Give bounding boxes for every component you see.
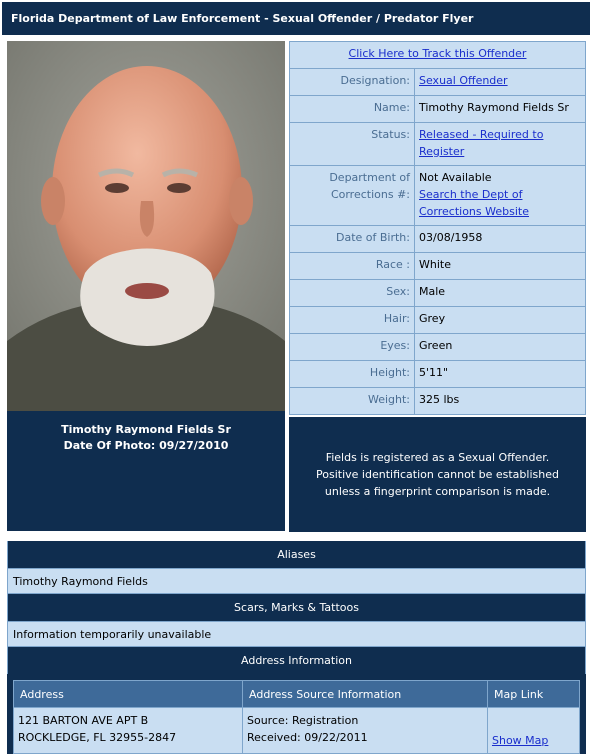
doc-search-link[interactable]: Search the Dept of Corrections Website	[419, 188, 529, 218]
hair-value: Grey	[415, 307, 586, 334]
photo-caption	[7, 411, 285, 531]
designation-label: Designation:	[290, 69, 415, 96]
photo-offender-name: Timothy Raymond Fields Sr	[61, 423, 231, 436]
name-label: Name:	[290, 96, 415, 123]
name-value: Timothy Raymond Fields Sr	[415, 96, 586, 123]
weight-value: 325 lbs	[415, 388, 586, 415]
dob-label: Date of Birth:	[290, 226, 415, 253]
doc-value: Not Available	[419, 171, 492, 184]
address-source: Source: Registration	[247, 714, 359, 727]
additional-info-section	[7, 541, 586, 754]
aliases-heading	[7, 541, 586, 568]
address-source-column-header: Address Source Information	[243, 681, 488, 708]
height-value: 5'11"	[415, 361, 586, 388]
address-received: Received: 09/22/2011	[247, 731, 368, 744]
aliases-row	[7, 568, 586, 594]
scars-row	[7, 621, 586, 647]
scars-value: Information temporarily unavailable	[13, 627, 212, 641]
address-table-wrapper	[7, 674, 586, 754]
scars-heading-text: Scars, Marks & Tattoos	[234, 601, 359, 614]
height-label: Height:	[290, 361, 415, 388]
sex-value: Male	[415, 280, 586, 307]
dob-value: 03/08/1958	[415, 226, 586, 253]
eyes-label: Eyes:	[290, 334, 415, 361]
status-label: Status:	[290, 123, 415, 166]
aliases-heading-text: Aliases	[277, 548, 316, 561]
offender-details-table	[289, 41, 586, 415]
address-heading	[7, 647, 586, 674]
status-link[interactable]: Released - Required to Register	[419, 128, 544, 158]
address-table	[13, 680, 580, 754]
weight-label: Weight:	[290, 388, 415, 415]
sex-label: Sex:	[290, 280, 415, 307]
address-line-1: 121 BARTON AVE APT B	[18, 714, 149, 727]
photo-date: Date Of Photo: 09/27/2010	[63, 439, 229, 452]
hair-label: Hair:	[290, 307, 415, 334]
aliases-value: Timothy Raymond Fields	[13, 574, 148, 588]
notice-line-1: Fields is registered as a Sexual Offender.	[325, 451, 550, 464]
eyes-value: Green	[415, 334, 586, 361]
address-heading-text: Address Information	[241, 654, 352, 667]
address-column-header: Address	[14, 681, 243, 708]
show-map-link[interactable]: Show Map	[492, 734, 549, 747]
page-title: Florida Department of Law Enforcement - Sexual Offender / Predator Flyer	[11, 12, 474, 25]
race-label: Race :	[290, 253, 415, 280]
identification-notice	[289, 417, 586, 532]
address-line-2: ROCKLEDGE, FL 32955-2847	[18, 731, 177, 744]
page-header	[2, 2, 590, 35]
notice-line-2: Positive identification cannot be established unless a fingerprint comparison is made.	[316, 468, 559, 498]
offender-photo-image	[7, 41, 285, 411]
scars-heading	[7, 594, 586, 621]
map-link-column-header: Map Link	[488, 681, 580, 708]
track-offender-link[interactable]: Click Here to Track this Offender	[348, 47, 527, 60]
race-value: White	[415, 253, 586, 280]
offender-photo	[7, 41, 285, 411]
doc-label: Department of Corrections #:	[290, 166, 415, 226]
table-row	[14, 708, 580, 754]
designation-link[interactable]: Sexual Offender	[419, 74, 508, 87]
